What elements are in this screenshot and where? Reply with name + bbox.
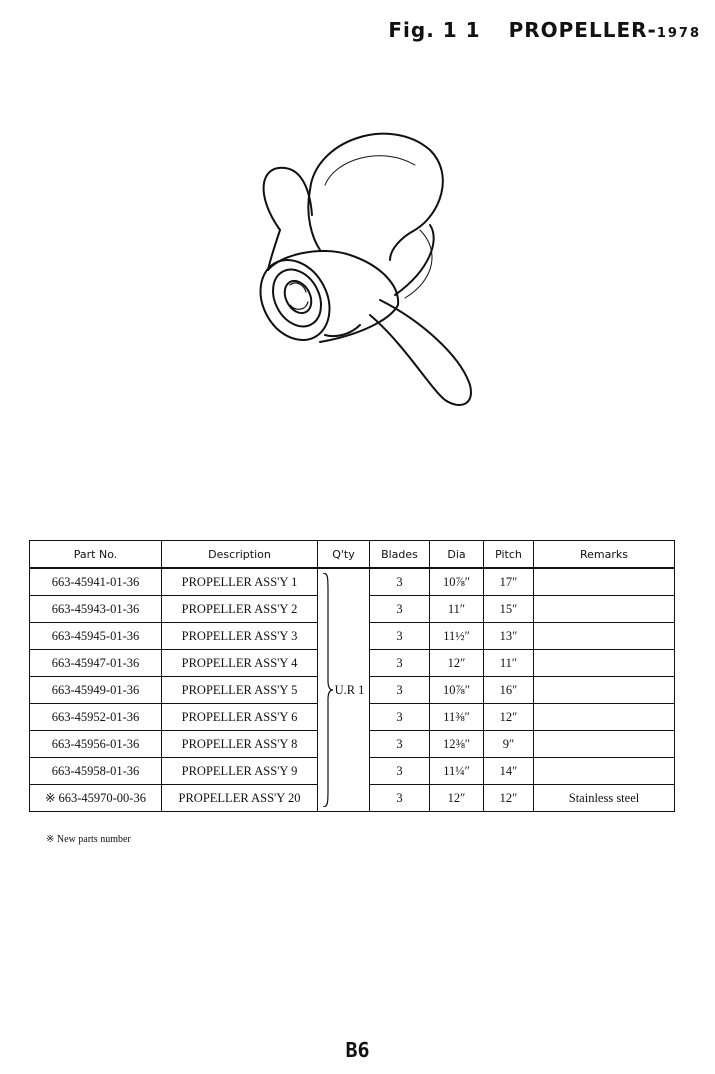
- description-cell: PROPELLER ASS'Y 4: [162, 650, 318, 677]
- description-cell: PROPELLER ASS'Y 5: [162, 677, 318, 704]
- remarks-cell: [534, 731, 675, 758]
- column-header-description: Description: [162, 541, 318, 569]
- remarks-cell: [534, 596, 675, 623]
- description-cell: PROPELLER ASS'Y 20: [162, 785, 318, 812]
- column-header-dia: Dia: [430, 541, 484, 569]
- part-number-cell: 663-45956-01-36: [30, 731, 162, 758]
- page-header: [388, 18, 701, 42]
- blades-cell: 3: [370, 704, 430, 731]
- description-cell: PROPELLER ASS'Y 3: [162, 623, 318, 650]
- table-header-row: [30, 541, 675, 569]
- dia-cell: 12″: [430, 650, 484, 677]
- part-number-value: 663-45970-00-36: [58, 791, 146, 805]
- blades-cell: 3: [370, 758, 430, 785]
- pitch-cell: 12″: [484, 704, 534, 731]
- description-cell: PROPELLER ASS'Y 9: [162, 758, 318, 785]
- blades-cell: 3: [370, 596, 430, 623]
- part-number-cell: 663-45949-01-36: [30, 677, 162, 704]
- remarks-cell: Stainless steel: [534, 785, 675, 812]
- quantity-value: U.R 1: [334, 682, 365, 697]
- remarks-cell: [534, 568, 675, 596]
- column-header-pitch: Pitch: [484, 541, 534, 569]
- remarks-cell: [534, 704, 675, 731]
- remarks-cell: [534, 650, 675, 677]
- part-number-cell: [30, 785, 162, 812]
- pitch-cell: 12″: [484, 785, 534, 812]
- blades-cell: 3: [370, 568, 430, 596]
- pitch-cell: 17″: [484, 568, 534, 596]
- pitch-cell: 9″: [484, 731, 534, 758]
- blades-cell: 3: [370, 731, 430, 758]
- blades-cell: 3: [370, 650, 430, 677]
- description-cell: PROPELLER ASS'Y 8: [162, 731, 318, 758]
- dia-cell: 10⅞″: [430, 568, 484, 596]
- blades-cell: 3: [370, 623, 430, 650]
- part-number-cell: 663-45947-01-36: [30, 650, 162, 677]
- footnote: ※ New parts number: [46, 834, 131, 845]
- blades-cell: 3: [370, 677, 430, 704]
- propeller-illustration: [240, 120, 480, 420]
- description-cell: PROPELLER ASS'Y 1: [162, 568, 318, 596]
- pitch-cell: 11″: [484, 650, 534, 677]
- dia-cell: 11½″: [430, 623, 484, 650]
- pitch-cell: 16″: [484, 677, 534, 704]
- dia-cell: 12″: [430, 785, 484, 812]
- description-cell: PROPELLER ASS'Y 6: [162, 704, 318, 731]
- description-cell: PROPELLER ASS'Y 2: [162, 596, 318, 623]
- pitch-cell: 13″: [484, 623, 534, 650]
- part-number-cell: 663-45945-01-36: [30, 623, 162, 650]
- column-header-blades: Blades: [370, 541, 430, 569]
- page-title: PROPELLER-: [508, 18, 657, 42]
- column-header-remarks: Remarks: [534, 541, 675, 569]
- part-number-cell: 663-45958-01-36: [30, 758, 162, 785]
- dia-cell: 10⅞″: [430, 677, 484, 704]
- dia-cell: 11⅜″: [430, 704, 484, 731]
- remarks-cell: [534, 677, 675, 704]
- dia-cell: 11″: [430, 596, 484, 623]
- dia-cell: 12⅜″: [430, 731, 484, 758]
- remarks-cell: [534, 758, 675, 785]
- model-year: 1978: [656, 26, 701, 41]
- new-part-mark: ※: [45, 791, 56, 805]
- column-header-part-no: Part No.: [30, 541, 162, 569]
- quantity-cell: [318, 568, 370, 812]
- page-number: B6: [345, 1038, 370, 1062]
- part-number-cell: 663-45943-01-36: [30, 596, 162, 623]
- parts-table: [29, 540, 675, 812]
- pitch-cell: 15″: [484, 596, 534, 623]
- pitch-cell: 14″: [484, 758, 534, 785]
- column-header-qty: Q'ty: [318, 541, 370, 569]
- blades-cell: 3: [370, 785, 430, 812]
- part-number-cell: 663-45952-01-36: [30, 704, 162, 731]
- dia-cell: 11¼″: [430, 758, 484, 785]
- table-row: [30, 568, 675, 596]
- figure-label: Fig. 1 1: [388, 18, 481, 42]
- grouping-brace: [322, 573, 334, 807]
- remarks-cell: [534, 623, 675, 650]
- part-number-cell: 663-45941-01-36: [30, 568, 162, 596]
